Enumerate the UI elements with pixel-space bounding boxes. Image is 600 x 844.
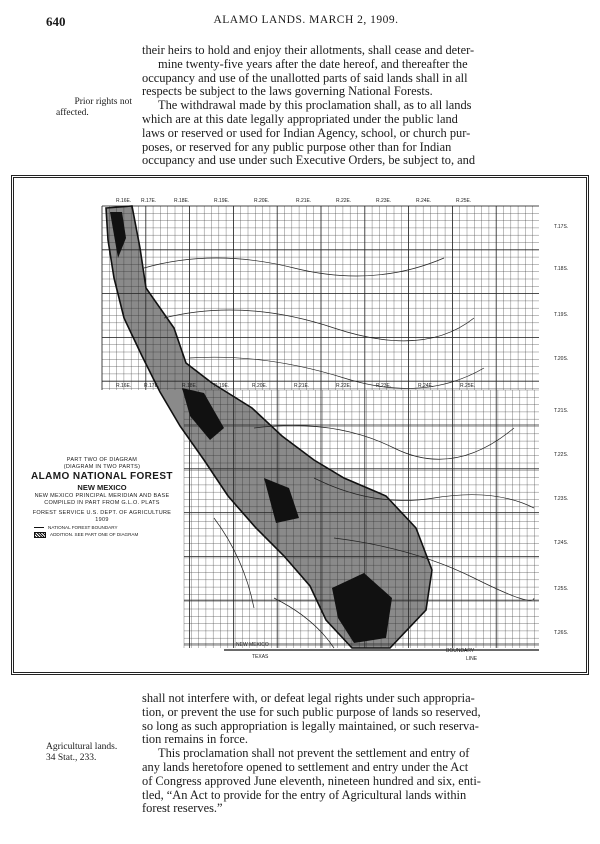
range-label: R.25E. [460, 383, 476, 389]
range-label: R.16E. [116, 383, 132, 389]
top-paragraph [142, 44, 560, 168]
text-line: tion, or prevent the use for such public purpose of lands so reserved, [142, 704, 481, 719]
legend-label: ADDITION. SEE PART ONE OF DIAGRAM [50, 532, 139, 537]
legend-item-addition [34, 531, 182, 538]
text-line: This proclamation shall not prevent the settlement and entry of [158, 746, 470, 761]
township-label: T.22S. [554, 452, 569, 458]
map-state: NEW MEXICO [77, 483, 127, 492]
range-label: R.21E. [296, 198, 312, 204]
text-line: any lands heretofore opened to settlement and entry under the Act [142, 759, 469, 774]
range-label: R.20E. [254, 198, 270, 204]
map-year: 1909 [95, 517, 109, 523]
township-label: T.18S. [554, 266, 569, 272]
township-label: T.26S. [554, 630, 569, 636]
text-line: The withdrawal made by this proclamation shall, as to all lands [158, 98, 472, 113]
range-label: R.24E. [416, 198, 432, 204]
state-label-new-mexico: NEW MEXICO [236, 642, 269, 648]
range-label: R.18E. [182, 383, 198, 389]
township-label: T.19S. [554, 312, 569, 318]
map-forest-name: ALAMO NATIONAL FOREST [31, 471, 173, 482]
text-line: so long as such appropriation is legally maintained, or such reserva- [142, 718, 479, 733]
range-label: R.24E. [418, 383, 434, 389]
township-label: T.20S. [554, 356, 569, 362]
map-legend [34, 524, 182, 538]
map-meridian: NEW MEXICO PRINCIPAL MERIDIAN AND BASE [34, 493, 170, 499]
drainage-line [164, 310, 474, 341]
forest-map [11, 175, 589, 675]
running-title: ALAMO LANDS. MARCH 2, 1909. [213, 14, 399, 26]
range-label: R.22E. [336, 383, 352, 389]
text-line: forest reserves.” [142, 801, 223, 816]
legend-item-boundary [34, 524, 182, 531]
boundary-label: BOUNDARY [446, 648, 475, 654]
text-line: occupancy and use under such Executive Orders, be subject to, and [142, 153, 476, 168]
range-label: R.22E. [336, 198, 352, 204]
text-line: mine twenty-five years after the date hereof, and thereafter the [158, 56, 468, 71]
range-label: R.17E. [141, 198, 157, 204]
margin-note-line: Prior rights not [74, 97, 132, 107]
range-label: R.19E. [214, 383, 230, 389]
margin-note-line: affected. [56, 107, 89, 118]
map-compiled: COMPILED IN PART FROM G.L.O. PLATS [44, 500, 160, 506]
range-label: R.16E. [116, 198, 132, 204]
line-label: LINE [466, 656, 478, 662]
township-label: T.24S. [554, 540, 569, 546]
range-label: R.18E. [174, 198, 190, 204]
text-line: of Congress approved June eleventh, nineteen hundred and six, enti- [142, 773, 481, 788]
state-label-texas: TEXAS [252, 654, 269, 660]
map-service: FOREST SERVICE U.S. DEPT. OF AGRICULTURE [32, 510, 172, 516]
text-line: which are at this date legally appropriated under the public land [142, 111, 458, 126]
page-header [46, 14, 566, 32]
page-number: 640 [46, 14, 66, 29]
text-line: tled, “An Act to provide for the entry of Agricultural lands within [142, 787, 467, 802]
township-label: T.23S. [554, 496, 569, 502]
range-label: R.20E. [252, 383, 268, 389]
text-line: poses, or reserved for any public purpose other than for Indian [142, 139, 452, 154]
township-label: T.25S. [554, 586, 569, 592]
text-line: shall not interfere with, or defeat legal rights under such appropria- [142, 691, 475, 705]
margin-note-agricultural [46, 742, 146, 763]
township-label: T.21S. [554, 408, 569, 414]
text-line: respects be subject to the laws governing National Forests. [142, 84, 433, 99]
margin-note-line: 34 Stat., 233. [46, 752, 97, 763]
drainage-line [144, 258, 444, 276]
margin-note-line: Agricultural lands. [46, 742, 118, 752]
range-label: R.21E. [294, 383, 310, 389]
text-line: occupancy and use of the unallotted parts of said lands shall in all [142, 70, 468, 85]
range-label: R.23E. [376, 383, 392, 389]
range-label: R.25E. [456, 198, 472, 204]
bottom-paragraph [142, 692, 560, 816]
range-label: R.19E. [214, 198, 230, 204]
map-title-block [22, 457, 182, 538]
map-part-label: PART TWO OF DIAGRAM [66, 457, 138, 463]
national-forest-area [106, 206, 432, 648]
range-label: R.23E. [376, 198, 392, 204]
range-label: R.17E. [144, 383, 160, 389]
map-drawing [14, 178, 586, 672]
legend-label: NATIONAL FOREST BOUNDARY [48, 525, 118, 530]
text-line: tion remains in force. [142, 732, 248, 747]
margin-note-prior-rights [36, 97, 132, 118]
text-line: laws or reserved or used for Indian Agency, school, or church pur- [142, 125, 471, 140]
township-label: T.17S. [554, 224, 569, 230]
map-part-note: (DIAGRAM IN TWO PARTS) [63, 464, 141, 470]
text-line: their heirs to hold and enjoy their allotments, shall cease and deter- [142, 43, 475, 57]
